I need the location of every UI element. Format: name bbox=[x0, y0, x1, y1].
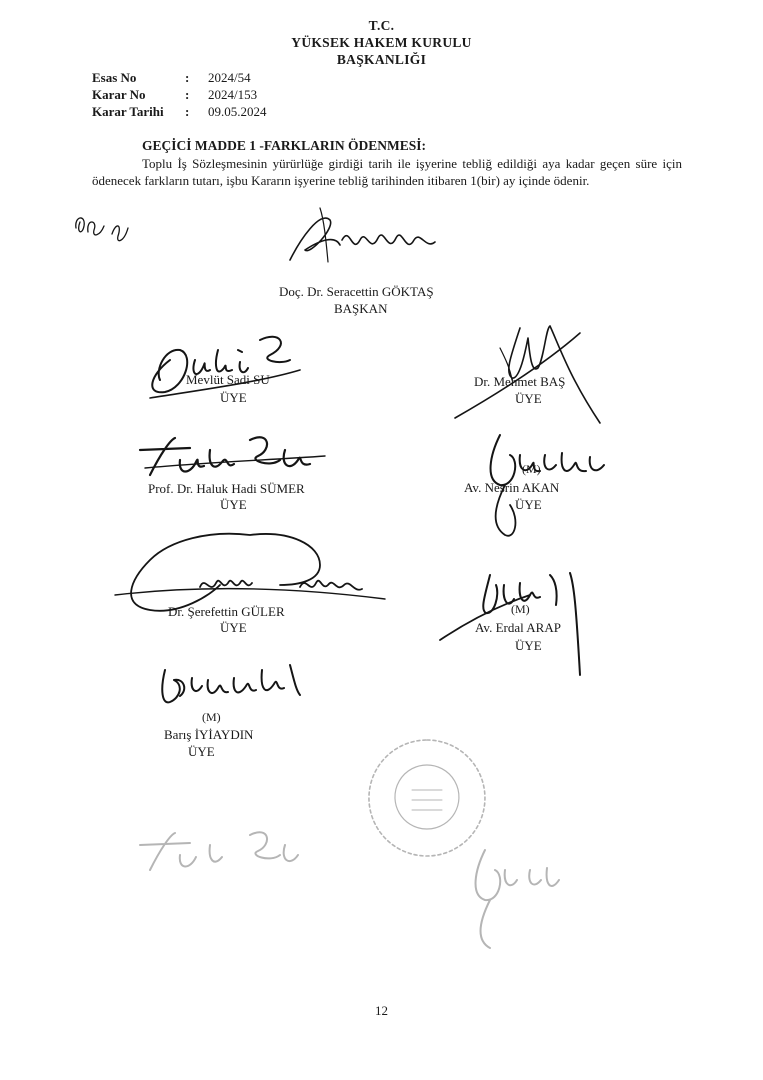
bleedthrough-signature-right bbox=[455, 840, 595, 950]
meta-value: 2024/54 bbox=[208, 70, 251, 85]
member-name: Av. Erdal ARAP bbox=[475, 620, 561, 635]
chair-name: Doç. Dr. Seracettin GÖKTAŞ bbox=[279, 284, 434, 299]
member-role: ÜYE bbox=[220, 390, 247, 405]
member-role: ÜYE bbox=[515, 638, 542, 653]
section-title: GEÇİCİ MADDE 1 -FARKLARIN ÖDENMESİ: bbox=[142, 138, 427, 153]
signature-mark: (M) bbox=[202, 710, 221, 724]
page-number: 12 bbox=[375, 1003, 388, 1018]
header-tc: T.C. bbox=[368, 18, 395, 33]
member-role: ÜYE bbox=[220, 497, 247, 512]
member-name: Mevlüt Sadi SU bbox=[186, 372, 270, 387]
member-role: ÜYE bbox=[220, 620, 247, 635]
meta-value: 2024/153 bbox=[208, 87, 258, 102]
meta-colon: : bbox=[185, 87, 190, 102]
bleedthrough-signature-left bbox=[130, 815, 330, 895]
member-name: Dr. Mehmet BAŞ bbox=[474, 374, 566, 389]
section-body: Toplu İş Sözleşmesinin yürürlüğe girdiği tarih ile işyerine tebliğ edildiği aya kadar geçen süre için ödenecek farkların tutarı, işbu Kararın işyerine tebliğ tarihinden itibaren 1(bir) ay içinde ödenir. bbox=[92, 156, 682, 188]
chair-role: BAŞKAN bbox=[334, 301, 388, 316]
meta-label: Karar No bbox=[92, 87, 146, 102]
member-role: ÜYE bbox=[515, 497, 542, 512]
meta-karar-no bbox=[0, 87, 400, 103]
initials-scribble bbox=[72, 208, 142, 248]
member-name: Prof. Dr. Haluk Hadi SÜMER bbox=[148, 481, 305, 496]
signature-baris-iyiaydin bbox=[150, 650, 320, 720]
member-name: Barış İYİAYDIN bbox=[164, 727, 254, 742]
meta-colon: : bbox=[185, 70, 190, 85]
meta-value: 09.05.2024 bbox=[208, 104, 267, 119]
meta-esas-no bbox=[0, 70, 400, 86]
signature-mark: (M) bbox=[522, 462, 541, 476]
chair-signature bbox=[280, 200, 460, 280]
member-name: Dr. Şerefettin GÜLER bbox=[168, 604, 285, 619]
member-role: ÜYE bbox=[515, 391, 542, 406]
header-institution: YÜKSEK HAKEM KURULU bbox=[291, 35, 472, 50]
signature-mark: (M) bbox=[511, 602, 530, 616]
header-presidency: BAŞKANLIĞI bbox=[336, 52, 427, 67]
meta-colon: : bbox=[185, 104, 190, 119]
meta-label: Karar Tarihi bbox=[92, 104, 164, 119]
member-role: ÜYE bbox=[188, 744, 215, 759]
member-name: Av. Nesrin AKAN bbox=[464, 480, 560, 495]
signature-haluk-hadi-sumer bbox=[130, 420, 330, 490]
meta-label: Esas No bbox=[92, 70, 137, 85]
meta-karar-tarihi bbox=[0, 104, 400, 120]
